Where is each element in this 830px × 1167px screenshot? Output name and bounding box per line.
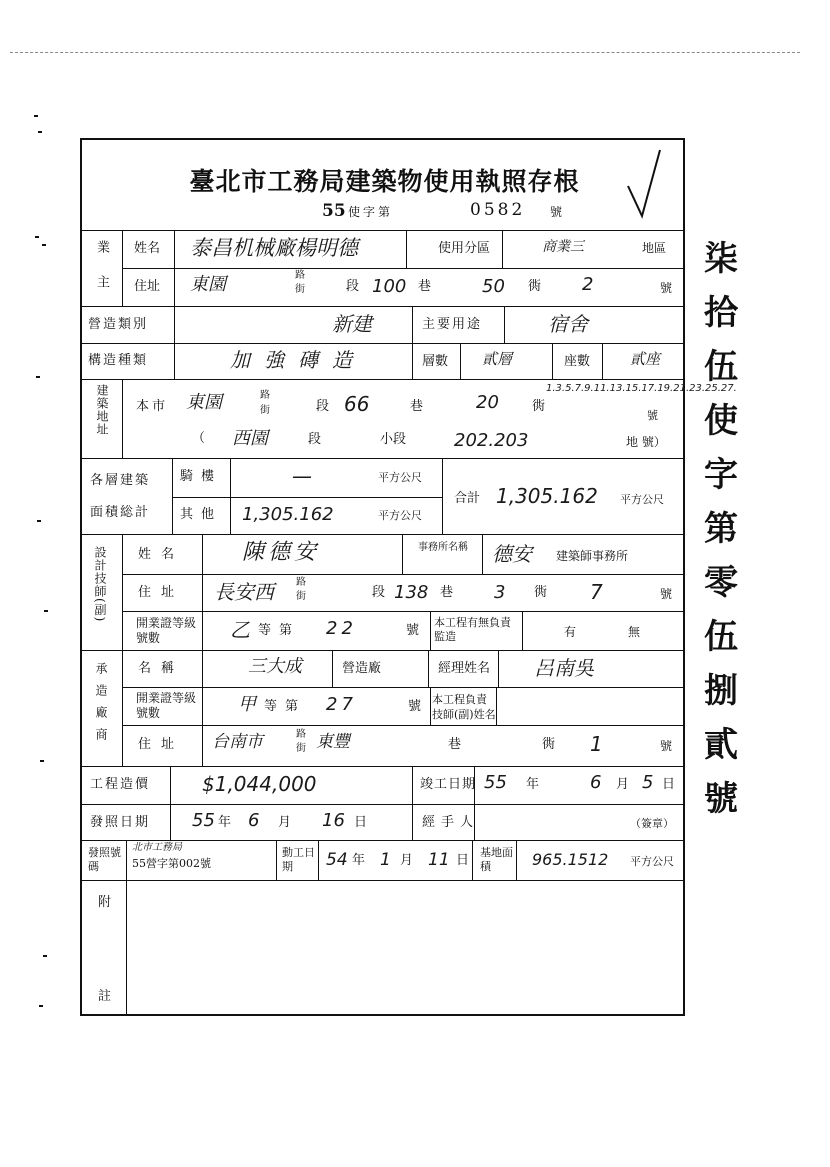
cost-label: 工程造價 <box>90 777 151 792</box>
contractor-street-label: 街 <box>296 743 306 754</box>
start-year: 54 <box>326 850 348 870</box>
issue-day-label: 日 <box>354 815 368 830</box>
no-label: 號 <box>660 281 673 295</box>
build-category-value: 新建 <box>332 312 372 336</box>
designer-license-grade: 乙 <box>230 618 250 642</box>
rule <box>122 574 683 575</box>
side-char: 伍 <box>704 347 738 387</box>
owner-group-label: 業主 <box>94 240 109 310</box>
designer-name-label: 姓名 <box>138 547 185 562</box>
remark-top-label: 附 <box>98 895 112 910</box>
rule <box>318 840 319 880</box>
issue-year-label: 年 <box>218 815 232 830</box>
side-char: 柒 <box>704 239 738 279</box>
rule <box>202 650 203 766</box>
contractor-license-grade: 甲 <box>238 694 256 715</box>
site-lane-label: 巷 <box>410 399 424 414</box>
owner-name-label: 姓名 <box>134 241 161 256</box>
lane-label: 巷 <box>418 279 432 294</box>
rule <box>82 880 683 881</box>
site-road-label: 路 <box>260 390 270 401</box>
site-road-value: 東園 <box>186 392 222 413</box>
owner-address-label: 住址 <box>134 279 161 294</box>
rule <box>502 230 503 268</box>
designer-no-label: 號 <box>660 587 673 601</box>
owner-no-value: 2 <box>582 274 594 295</box>
side-char: 號 <box>704 779 738 819</box>
side-char: 使 <box>704 401 738 441</box>
rule <box>430 611 431 650</box>
issue-month-label: 月 <box>278 815 292 830</box>
contractor-license-no: 27 <box>326 694 357 715</box>
scan-speck <box>36 376 40 378</box>
supervise-label: 本工程有無負責監造 <box>434 616 511 643</box>
rule <box>82 804 683 805</box>
rule <box>482 534 483 574</box>
main-use-label: 主要用途 <box>422 317 483 332</box>
done-day-label: 日 <box>662 777 676 792</box>
site-paren: （ <box>192 431 206 446</box>
side-char: 貳 <box>704 725 738 765</box>
arcade-unit: 平方公尺 <box>378 471 422 484</box>
designer-section-label: 段 <box>372 585 386 600</box>
start-month-label: 月 <box>400 853 414 868</box>
structure-label: 構造種類 <box>88 353 149 368</box>
tech-label: 本工程負責技師(副)姓名 <box>432 693 496 721</box>
rule <box>126 840 127 880</box>
other-value: 1,305.162 <box>242 504 334 525</box>
contractor-alley-label: 衖 <box>542 737 556 752</box>
sign-label: （簽章） <box>630 817 674 830</box>
site-dist-value: 西園 <box>232 428 268 449</box>
contractor-name-value: 三大成 <box>248 656 302 677</box>
site-no-suffix: 號 <box>647 409 658 422</box>
rule <box>122 268 683 269</box>
designer-lane-label: 巷 <box>440 585 454 600</box>
check-mark-icon <box>624 146 664 220</box>
rule <box>82 534 683 535</box>
rule <box>406 230 407 268</box>
designer-road-label: 路 <box>296 577 306 588</box>
supervise-yes[interactable]: 有 <box>564 625 577 639</box>
start-day-label: 日 <box>456 853 470 868</box>
build-category-label: 營造類別 <box>88 317 149 332</box>
site-no-value: 1.3.5.7.9.11.13.15.17.19.21.23.25.27. <box>546 383 737 394</box>
alley-label: 衖 <box>528 279 542 294</box>
site-alley-label: 衖 <box>532 399 546 414</box>
rule <box>472 840 473 880</box>
permit-year: 55 <box>322 201 346 221</box>
permit-number: 0582 <box>470 200 526 220</box>
designer-license-mid: 等第 <box>258 623 301 638</box>
rule <box>174 306 175 379</box>
designer-group-label: 設計技師(副) <box>93 546 107 623</box>
total-unit: 平方公尺 <box>620 493 664 506</box>
floor-area-label-1: 各層建築 <box>90 473 151 488</box>
start-label: 動工日期 <box>282 846 315 873</box>
rule <box>122 379 123 458</box>
manager-value: 呂南吳 <box>534 656 594 680</box>
issue-label: 發照日期 <box>90 815 151 830</box>
designer-license-label: 開業證等級號數 <box>136 616 197 645</box>
scan-speck <box>43 955 47 957</box>
rule <box>602 343 603 379</box>
scan-speck <box>38 131 42 133</box>
rule <box>412 306 413 343</box>
designer-license-suffix: 號 <box>406 623 420 638</box>
contractor-road-label: 路 <box>296 729 306 740</box>
owner-lane-value: 100 <box>372 276 407 297</box>
side-char: 拾 <box>704 293 738 333</box>
rule <box>82 306 683 307</box>
other-unit: 平方公尺 <box>378 509 422 522</box>
rule <box>122 611 683 612</box>
rule <box>442 458 443 534</box>
done-month-label: 月 <box>616 777 630 792</box>
owner-alley-value: 50 <box>482 276 505 297</box>
side-stamp-number <box>704 232 740 826</box>
rule <box>170 766 171 804</box>
rule <box>552 343 553 379</box>
designer-alley-label: 衖 <box>534 585 548 600</box>
done-day: 5 <box>642 772 654 793</box>
site-street-label: 街 <box>260 405 270 416</box>
site-section-label: 段 <box>316 399 330 414</box>
arcade-value: — <box>292 464 312 488</box>
rule <box>122 725 683 726</box>
rule <box>122 534 123 766</box>
site-lot-value: 202.203 <box>454 430 529 451</box>
scan-edge <box>10 52 800 53</box>
arcade-label: 騎樓 <box>180 469 223 484</box>
contractor-license-suffix: 號 <box>408 699 422 714</box>
section-label: 段 <box>346 279 360 294</box>
contractor-lane-label: 巷 <box>448 737 462 752</box>
side-char: 第 <box>704 509 738 549</box>
contractor-road-value: 東豐 <box>316 732 350 752</box>
scan-speck <box>34 115 38 117</box>
floors-label: 層數 <box>422 354 449 369</box>
site-sub-section: 小段 <box>380 432 407 447</box>
contractor-no-value: 1 <box>590 732 603 756</box>
cost-value: $1,044,000 <box>202 772 317 796</box>
designer-alley-value: 3 <box>494 582 506 603</box>
contractor-name-label: 名稱 <box>138 661 185 676</box>
scan-speck <box>37 520 41 522</box>
rule <box>412 766 413 804</box>
issue-day: 16 <box>322 810 345 831</box>
rule <box>516 840 517 880</box>
rule <box>522 611 523 650</box>
owner-address-city: 東園 <box>190 274 226 295</box>
designer-address-label: 住址 <box>138 585 185 600</box>
scan-speck <box>40 760 44 762</box>
rule <box>498 650 499 687</box>
permit-form <box>80 138 737 1016</box>
rule <box>174 230 175 306</box>
rule <box>82 766 683 767</box>
permit-note-pre: 北市工務局 <box>132 842 182 853</box>
rule <box>412 343 413 379</box>
side-char: 零 <box>704 563 738 603</box>
done-year: 55 <box>484 772 507 793</box>
supervise-no[interactable]: 無 <box>628 625 641 639</box>
rule <box>402 534 403 574</box>
done-label: 竣工日期 <box>420 777 477 792</box>
done-month: 6 <box>590 772 602 793</box>
rule <box>202 611 203 650</box>
rule <box>82 379 683 380</box>
rule <box>172 458 173 534</box>
designer-address-value: 長安西 <box>214 580 274 604</box>
rule <box>496 687 497 725</box>
contractor-no-label: 號 <box>660 739 673 753</box>
manager-label: 經理姓名 <box>438 661 491 676</box>
permit-suffix: 號 <box>550 205 563 219</box>
site-dist-section: 段 <box>308 432 322 447</box>
remark-bottom-label: 註 <box>98 989 112 1004</box>
rule <box>332 650 333 687</box>
designer-name-value: 陳德安 <box>242 540 321 565</box>
rule <box>230 458 231 534</box>
rule <box>460 343 461 379</box>
zone-suffix: 地區 <box>642 241 667 255</box>
zone-label: 使用分區 <box>438 241 491 256</box>
office-value: 德安 <box>492 542 532 566</box>
start-day: 11 <box>428 850 450 870</box>
form-title: 臺北市工務局建築物使用執照存根 <box>189 167 580 196</box>
side-char: 捌 <box>704 671 738 711</box>
site-city: 本市 <box>136 399 169 414</box>
scan-speck <box>39 1005 43 1007</box>
units-label: 座數 <box>564 354 591 369</box>
total-value: 1,305.162 <box>496 484 598 508</box>
rule <box>170 804 171 840</box>
rule <box>122 687 683 688</box>
issue-month: 6 <box>248 810 260 831</box>
floors-value: 貳層 <box>482 350 513 368</box>
start-year-label: 年 <box>352 853 366 868</box>
scan-speck <box>35 236 39 238</box>
rule <box>172 497 442 498</box>
rule <box>276 840 277 880</box>
contractor-address-label: 住址 <box>138 737 185 752</box>
rule <box>202 534 203 612</box>
base-value: 965.1512 <box>532 850 609 869</box>
permit-prefix: 使字第 <box>348 205 394 219</box>
designer-lane-value: 138 <box>394 582 429 603</box>
site-lane-value: 66 <box>344 392 370 416</box>
permit-note: 55營字第002號 <box>132 857 211 870</box>
designer-street-label: 街 <box>296 591 306 602</box>
site-label: 建築地址 <box>95 384 109 436</box>
contractor-group-label: 承造廠商 <box>94 662 108 750</box>
rule <box>412 804 413 840</box>
rule <box>122 230 123 306</box>
road-label: 路 <box>295 270 305 281</box>
handler-label: 經手人 <box>422 815 480 830</box>
units-value: 貳座 <box>630 350 661 368</box>
structure-value: 加強磚造 <box>230 348 366 372</box>
owner-name-value: 泰昌机械廠楊明德 <box>190 236 358 260</box>
contractor-license-label: 開業證等級號數 <box>136 691 197 720</box>
scan-speck <box>42 244 46 246</box>
side-char: 伍 <box>704 617 738 657</box>
rule <box>430 687 431 725</box>
other-label: 其他 <box>180 507 223 522</box>
rule <box>504 306 505 343</box>
rule <box>428 650 429 687</box>
floor-area-label-2: 面積総計 <box>90 505 151 520</box>
designer-license-no: 22 <box>326 618 357 639</box>
contractor-address-value: 台南市 <box>212 732 263 752</box>
rule <box>82 343 683 344</box>
contractor-license-mid: 等第 <box>264 699 307 714</box>
contractor-name-suffix: 營造廠 <box>342 661 382 676</box>
base-unit: 平方公尺 <box>630 855 674 868</box>
done-year-label: 年 <box>526 777 540 792</box>
zone-value: 商業三 <box>542 239 584 255</box>
street-label: 街 <box>295 284 305 295</box>
office-label: 事務所名稱 <box>418 542 468 553</box>
scan-speck <box>44 610 48 612</box>
designer-no-value: 7 <box>590 580 603 604</box>
permit-no-label: 發照號碼 <box>88 846 121 873</box>
start-month: 1 <box>380 850 391 870</box>
issue-year: 55 <box>192 810 215 831</box>
rule <box>82 840 683 841</box>
site-alley-value: 20 <box>476 392 499 413</box>
site-lot-suffix: 地 號） <box>626 435 666 449</box>
side-char: 字 <box>704 455 738 495</box>
office-suffix: 建築師事務所 <box>556 549 629 563</box>
rule <box>82 230 683 231</box>
rule <box>82 650 683 651</box>
base-label: 基地面積 <box>480 846 513 873</box>
rule <box>126 880 127 1014</box>
total-label: 合計 <box>454 491 481 506</box>
main-use-value: 宿舍 <box>548 312 588 336</box>
